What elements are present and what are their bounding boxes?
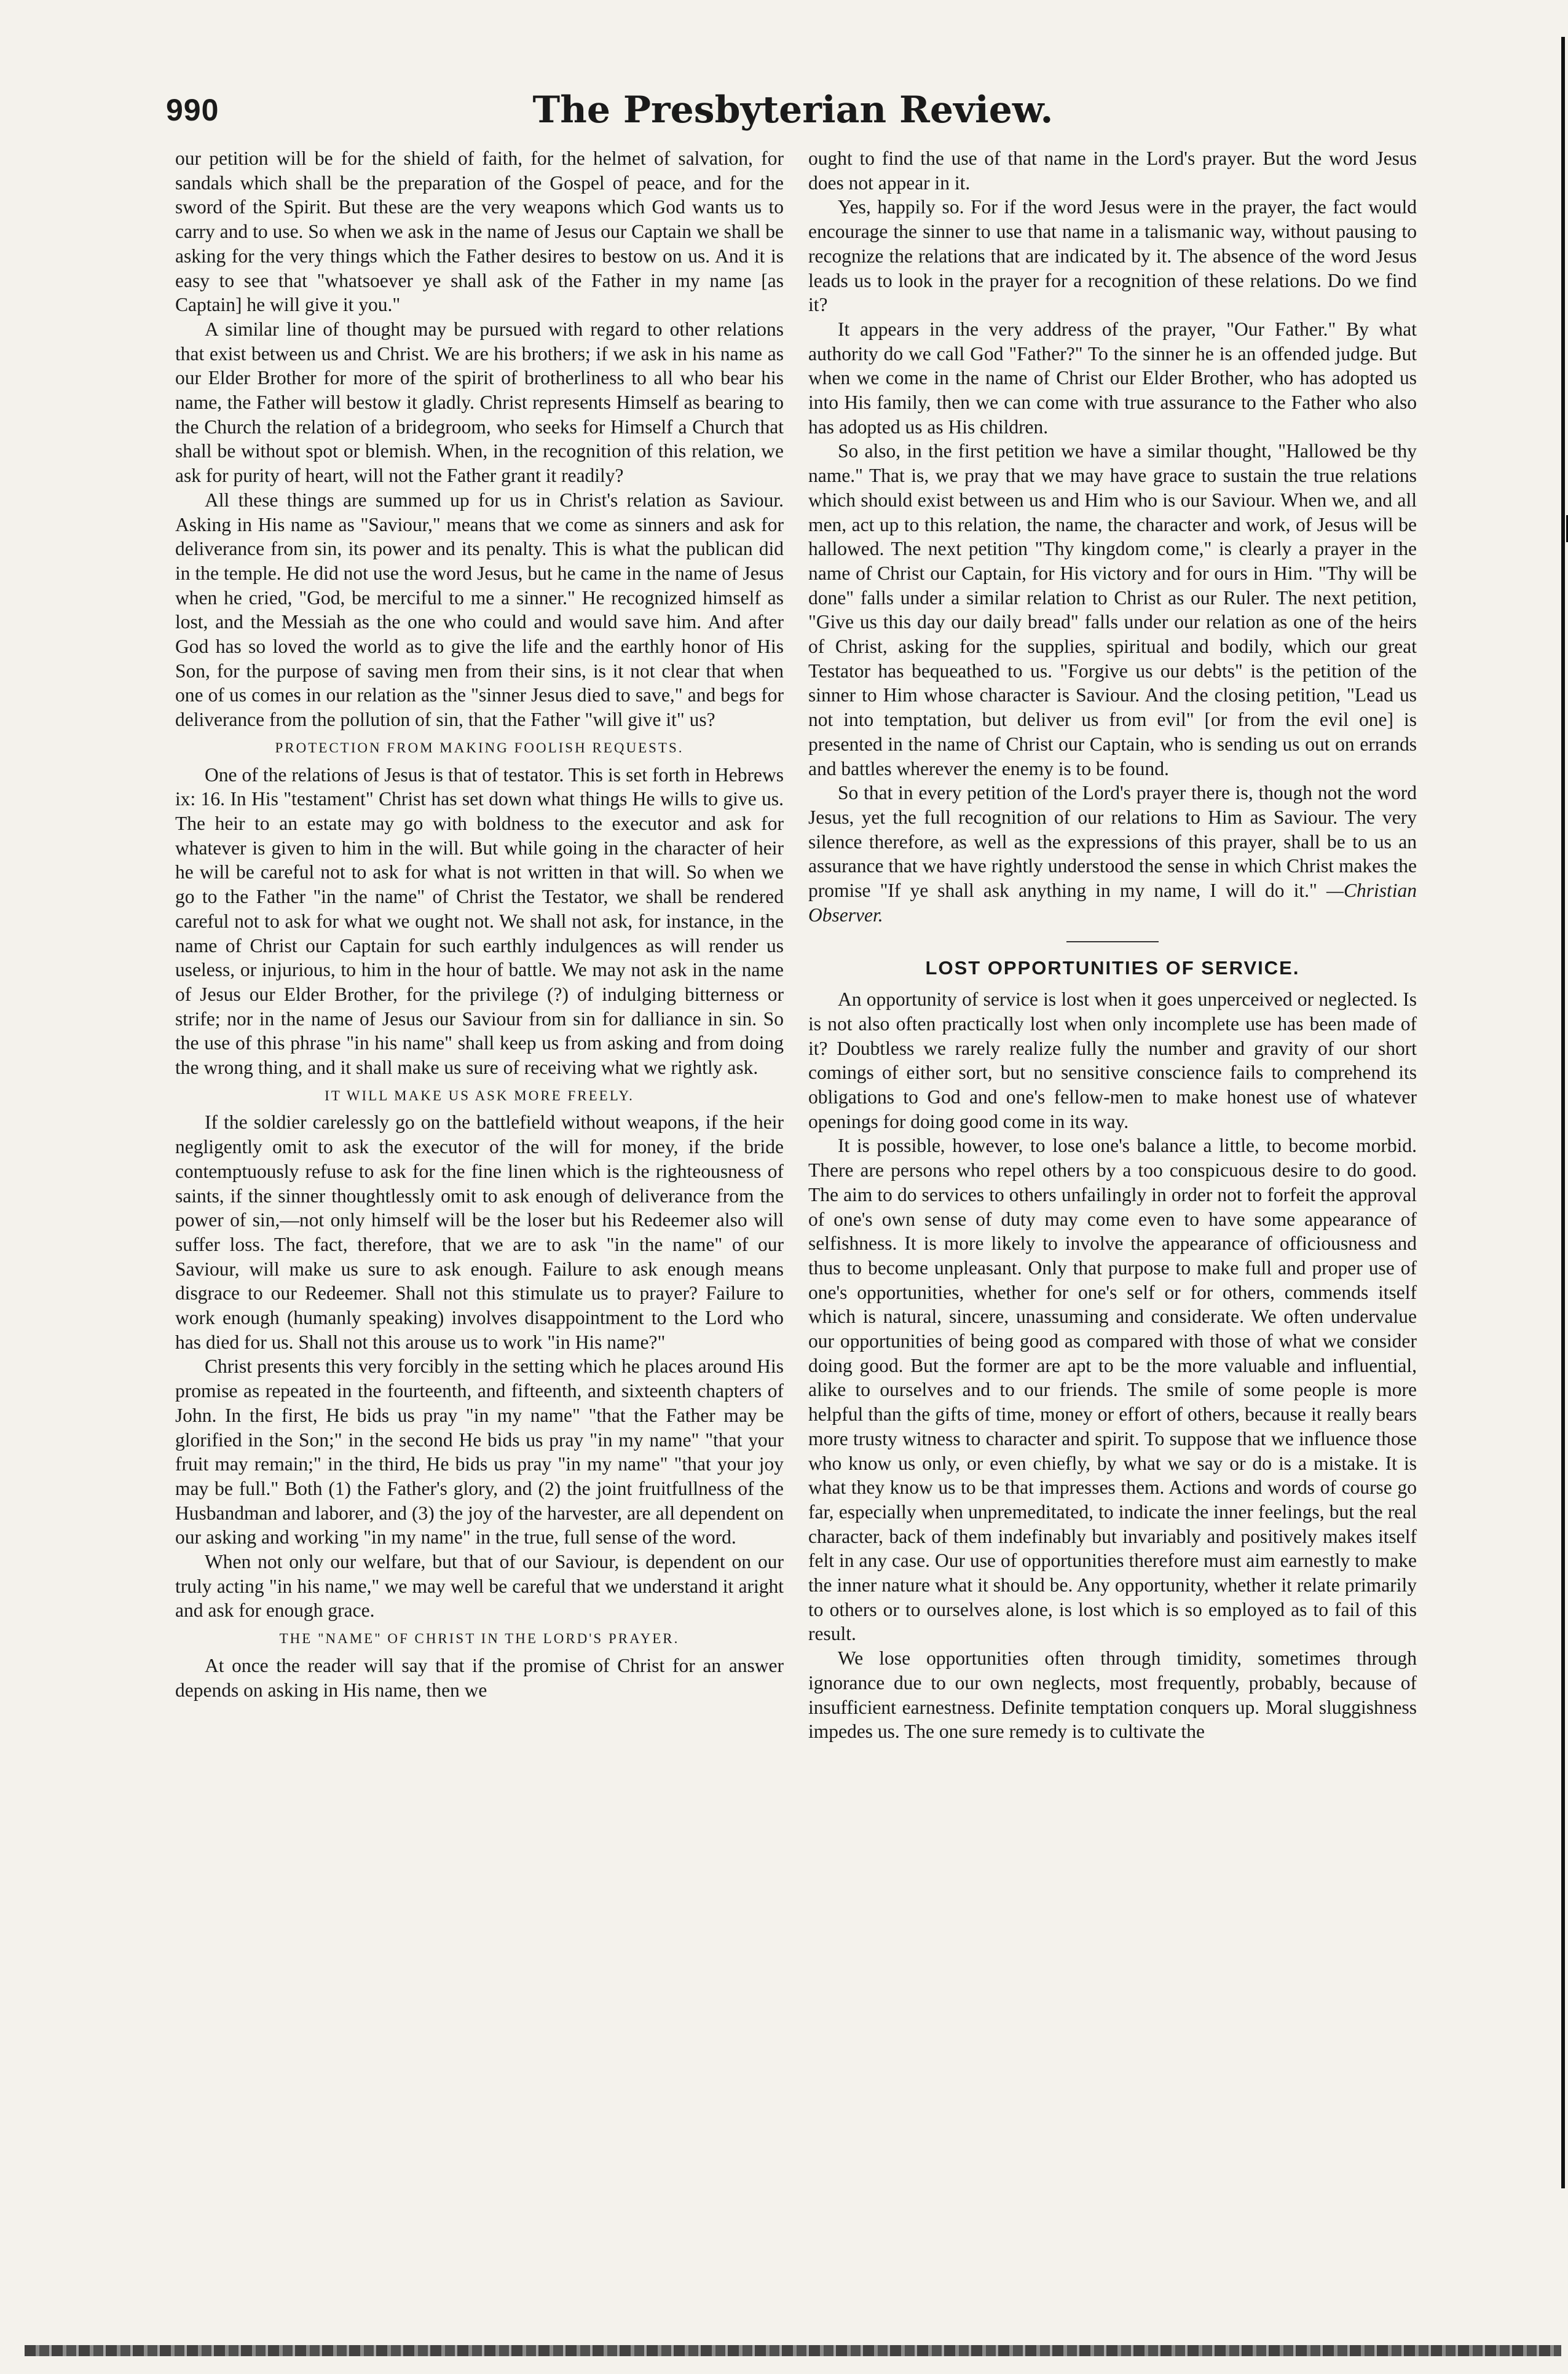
paragraph: It is possible, however, to lose one's balance a little, to become morbid. There are persons who repel others by a too conspicuous desire to do good. The aim to do services to others unfailingly in order not to forfeit the approval of one's own sense of duty may come even to have some appearance of selfishness. It is more likely to involve the appearance of officiousness and thus to become unpleasant. Only that purpose to make full and proper use of one's opportunities, whether for one's self or for others, commends itself which is natural, sincere, unassuming and considerate. We often undervalue our opportunities of being good as compared with those of what we consider doing good. But the former are apt to be the more valuable and influential, alike to ourselves and to our friends. The smile of some people is more helpful than the gifts of time, money or effort of others, because it really bears more trusty witness to character and spirit. To suppose that we influence those who know us only, or even chiefly, by what we say or do is a mistake. It is what they know us to be that impresses them. Actions and words of course go far, especially when unpremeditated, to indicate the inner feelings, but the real character, back of them indefinably but invariably and positively makes itself felt in any case. Our use of opportunities therefore must aim earnestly to make the inner nature what it should be. Any opportunity, whether it relate primarily to others or to ourselves alone, is lost which is so employed as to fail of this result. (808, 1135, 1417, 1645)
paragraph: our petition will be for the shield of faith, for the helmet of salvation, for sandals which shall be the preparation of the Gospel of peace, and for the sword of the Spirit. But these are the very weapons which God wants us to carry and to use. So when we ask in the name of Jesus our Captain we shall be asking for the very things which the Father desires to bestow on us. And it is easy to see that "whatsoever ye shall ask of the Father in my name [as Captain] he will give it you." (175, 148, 784, 316)
article-title: LOST OPPORTUNITIES OF SERVICE. (925, 956, 1300, 979)
page-number: 990 (166, 93, 219, 127)
paragraph: It appears in the very address of the prayer, "Our Father." By what authority do we call God "Father?" To the sinner he is an offended judge. But when we come in the name of Christ our Elder Brother, who has adopted us into His family, then we can come with true assurance to the Father who also has adopted us as His children. (808, 318, 1417, 438)
scan-edge-bar (1561, 37, 1565, 2188)
source-citation: —Christian Observer. (808, 880, 1417, 926)
journal-title: The Presbyterian Review. (532, 89, 1054, 132)
paragraph: We lose opportunities often through timidity, sometimes through ignorance due to our own neglects, most frequently, probably, because of insufficient earnestness. Definite temptation conquers up. Moral sluggishness impedes us. The one sure remedy is to cultivate the (808, 1647, 1417, 1743)
right-column (808, 146, 1417, 1744)
paragraph (808, 781, 1417, 927)
section-subheading: PROTECTION FROM MAKING FOOLISH REQUESTS. (275, 739, 684, 755)
divider (1066, 941, 1159, 942)
paragraph: All these things are summed up for us in Christ's relation as Saviour. Asking in His name as "Saviour," means that we come as sinners and ask for deliverance from sin, its power and its penalty. This is what the publican did in the temple. He did not use the word Jesus, but he came in the name of Jesus when he cried, "God, be merciful to me a sinner." He recognized himself as lost, and the Messiah as the one who could and would save him. And after God has so loved the world as to give the life and the earthly honor of His Son, for the purpose of saving men from their sins, is it not clear that when one of us comes in our relation as the "sinner Jesus died to save," and begs for deliverance from the pollution of sin, that the Father "will give it" us? (175, 489, 784, 731)
paragraph: So also, in the first petition we have a similar thought, "Hallowed be thy name." That is, we pray that we may have grace to sustain the true relations which should exist between us and Him who is our Saviour. When we, and all men, act up to this relation, the name, the character and work, of Jesus will be hallowed. The next petition "Thy kingdom come," is clearly a prayer in the name of Christ our Captain, for His victory and for ours in Him. "Thy will be done" falls under a similar relation to Christ as our Ruler. The next petition, "Give us this day our daily bread" falls under our relation as one of the heirs of Christ, asking for the supplies, spiritual and bodily, which our great Testator has bequeathed to us. "Forgive us our debts" is the petition of the sinner to Him whose character is Saviour. And the closing petition, "Lead us not into temptation, but deliver us from evil" [or from the evil one] is presented in the name of Christ our Captain, who is sending us out on errands and battles wherever the enemy is to be found. (808, 440, 1417, 779)
paragraph: When not only our welfare, but that of our Saviour, is dependent on our truly acting "in his name," we may well be careful that we understand it aright and ask for enough grace. (175, 1551, 784, 1622)
left-column (175, 146, 784, 1702)
paragraph: An opportunity of service is lost when it goes unperceived or neglected. Is is not also often practically lost when only incomplete use has been made of it? Doubtless we rarely realize fully the number and gravity of our short comings of either sort, but no sensitive conscience fails to comprehend its obligations to God and one's fellow-men to make honest use of whatever openings for doing good come in its way. (808, 988, 1417, 1132)
paragraph: At once the reader will say that if the promise of Christ for an answer depends on asking in His name, then we (175, 1654, 784, 1701)
section-subheading: IT WILL MAKE US ASK MORE FREELY. (325, 1087, 634, 1103)
paragraph: One of the relations of Jesus is that of testator. This is set forth in Hebrews ix: 16. In His "testament" Christ has set down what things He wills to give us. The heir to an estate may go with boldness to the executor and ask for whatever is given to him in the will. But while going in the character of heir he will be careful not to ask for what is not written in that will. So when we go to the Father "in the name" of Christ the Testator, we shall be rendered careful not to ask for what we ought not. We shall not ask, for instance, in the name of Christ our Captain for such earthly indulgences as will render us useless, or injurious, to him in the hour of battle. We may not ask in the name of Jesus our Elder Brother, for the privilege (?) of indulging bitterness or strife; nor in the name of Jesus our Saviour from sin for dalliance in sin. So the use of this phrase "in his name" shall keep us from asking and from doing the wrong thing, and it shall make us sure of receiving what we rightly ask. (175, 763, 784, 1079)
scan-bottom-edge (25, 2345, 1561, 2356)
paragraph: Yes, happily so. For if the word Jesus were in the prayer, the fact would encourage the sinner to use that name in a talismanic way, without pausing to recognize the relations that are indicated by it. The absence of the word Jesus leads us to look in the prayer for a recognition of these relations. Do we find it? (808, 196, 1417, 316)
paragraph: Christ presents this very forcibly in the setting which he places around His promise as repeated in the fourteenth, and fifteenth, and sixteenth chapters of John. In the first, He bids us pray "in my name" "that the Father may be glorified in the Son;" in the second He bids us pray "in my name" "that your fruit may remain;" in the third, He bids us pray "in my name" "that your joy may be full." Both (1) the Father's glory, and (2) the joint fruitfullness of the Husbandman and laborer, and (3) the joy of the harvester, are all dependent on our asking and working "in my name" in the true, full sense of the word. (175, 1355, 784, 1548)
paragraph: If the soldier carelessly go on the battlefield without weapons, if the heir negligently omit to ask the executor of the will for money, if the bride contemptuously refuse to ask for the fine linen which is the righteousness of saints, if the sinner thoughtlessly omit to ask enough of deliverance from the power of sin,—not only himself will be the loser but his Redeemer also will suffer loss. The fact, therefore, that we are to ask "in the name" of our Saviour, will make us sure to ask enough. Failure to ask enough means disgrace to our Redeemer. Shall not this stimulate us to prayer? Failure to work enough (humanly speaking) involves disappointment to the Lord who has died for us. Shall not this arouse us to work "in His name?" (175, 1111, 784, 1353)
paragraph: ought to find the use of that name in the Lord's prayer. But the word Jesus does not appear in it. (808, 148, 1417, 194)
page-header (166, 89, 1420, 135)
paragraph-text: So that in every petition of the Lord's prayer there is, though not the word Jesus, yet the full recognition of our relations to Him as Saviour. The very silence therefore, as well as the expressions of this prayer, shall be to us an assurance that we have rightly understood the sense in which Christ makes the promise "If ye shall ask anything in my name, I will do it." (808, 782, 1417, 902)
section-subheading: THE "NAME" OF CHRIST IN THE LORD'S PRAYER. (279, 1631, 680, 1647)
paragraph: A similar line of thought may be pursued with regard to other relations that exist between us and Christ. We are his brothers; if we ask in his name as our Elder Brother for more of the spirit of brotherliness to all who bear his name, the Father will bestow it gladly. Christ represents Himself as bearing to the Church the relation of a bridegroom, who seeks for Himself a Church that shall be without spot or blemish. When, in the recognition of this relation, we ask for purity of heart, will not the Father grant it readily? (175, 318, 784, 487)
